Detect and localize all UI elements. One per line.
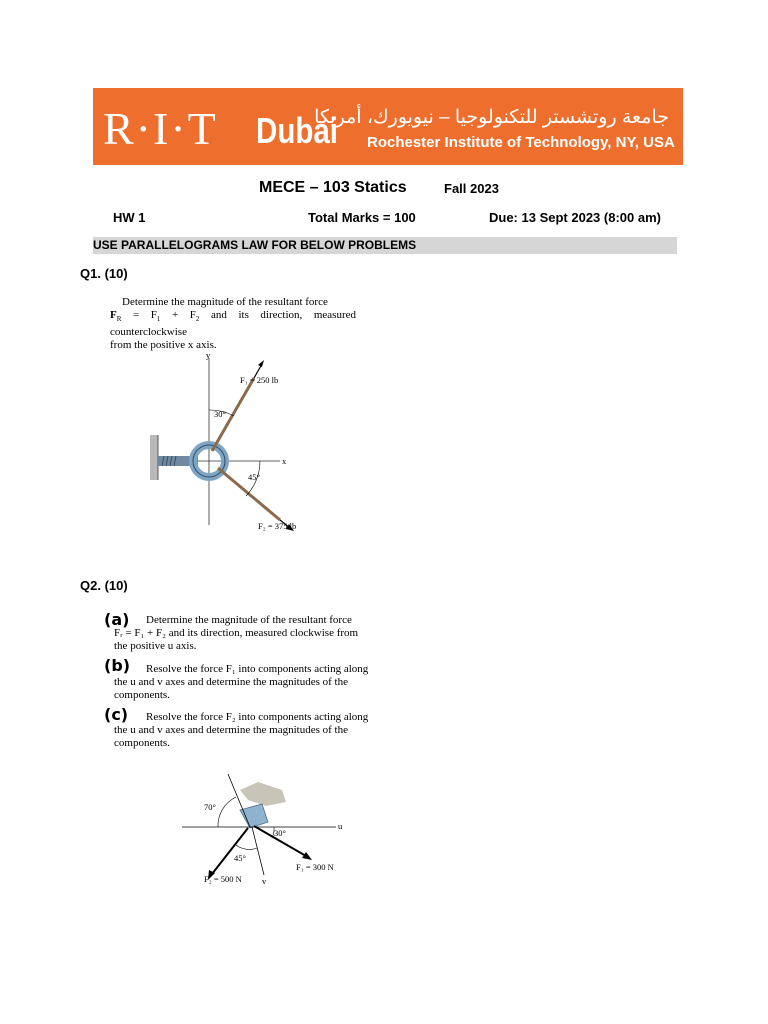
part-c-mark: (c) [104, 705, 129, 724]
bracket [240, 804, 268, 828]
q1-line-3: from the positive x axis. [110, 339, 217, 352]
f2-arrow [212, 828, 248, 874]
q2-part-c: (c) Resolve the force F₂ into components acting along the u and v axes and determine the magnitudes of the components. [104, 705, 369, 749]
support-surface [240, 782, 286, 806]
q2-part-a: (a) Determine the magnitude of the resultant force Fᵣ = F₁ + F₂ and its direction, measured clockwise from the positive u axis. [104, 610, 359, 652]
angle-30-label: 30° [274, 828, 286, 838]
q1-eyebolt-figure [140, 350, 320, 540]
term-label: Fall 2023 [444, 181, 499, 196]
angle-70-label: 70° [204, 802, 216, 812]
f2-label: F₂ = 375 lb [258, 521, 297, 531]
hw-label: HW 1 [113, 210, 146, 225]
v-axis [252, 827, 264, 875]
ref-line [228, 774, 250, 827]
q1-line-1: Determine the magnitude of the resultant force [122, 296, 328, 308]
total-marks: Total Marks = 100 [308, 210, 416, 225]
u-axis-label: u [338, 821, 343, 831]
institute-name: Rochester Institute of Technology, NY, USA [367, 134, 675, 151]
part-b-mark: (b) [104, 656, 131, 675]
f1-label: F₁ = 300 N [296, 862, 334, 872]
q1-heading: Q1. (10) [80, 266, 128, 281]
x-axis-label: x [282, 456, 287, 466]
q2-heading: Q2. (10) [80, 578, 128, 593]
q1-problem-text [110, 296, 356, 352]
f2-label: F₂ = 500 N [204, 874, 242, 884]
course-title: MECE – 103 Statics [259, 179, 407, 196]
angle-45-label: 45° [248, 472, 260, 482]
angle-45-label: 45° [234, 853, 246, 863]
arabic-institute-name: جامعة روتشستر للتكنولوجيا – نيويورك، أمريكا [314, 107, 669, 128]
q2-bracket-figure [178, 770, 368, 895]
dubai-logo-text: Dubai [256, 110, 339, 151]
section-header [93, 237, 677, 254]
section-title: USE PARALLELOGRAMS LAW FOR BELOW PROBLEMS [93, 238, 417, 252]
due-date: Due: 13 Sept 2023 (8:00 am) [489, 210, 661, 225]
rit-dubai-banner [93, 88, 683, 165]
part-a-mark: (a) [104, 610, 130, 629]
wall-support [150, 435, 158, 480]
f1-label: F₁ = 250 lb [240, 375, 279, 385]
angle-30-label: 30° [214, 409, 226, 419]
q2-part-b: (b) Resolve the force F₁ into components acting along the u and v axes and determine the magnitudes of the components. [104, 656, 369, 701]
q1-line-2: $F_R = F_1 + F_2$ and its direction, measured counterclockwise [110, 309, 357, 339]
rit-logo-text: R·I·T [103, 103, 218, 154]
v-axis-label: v [262, 876, 267, 886]
q2-parts [104, 612, 418, 753]
y-axis-label: y [206, 350, 211, 360]
